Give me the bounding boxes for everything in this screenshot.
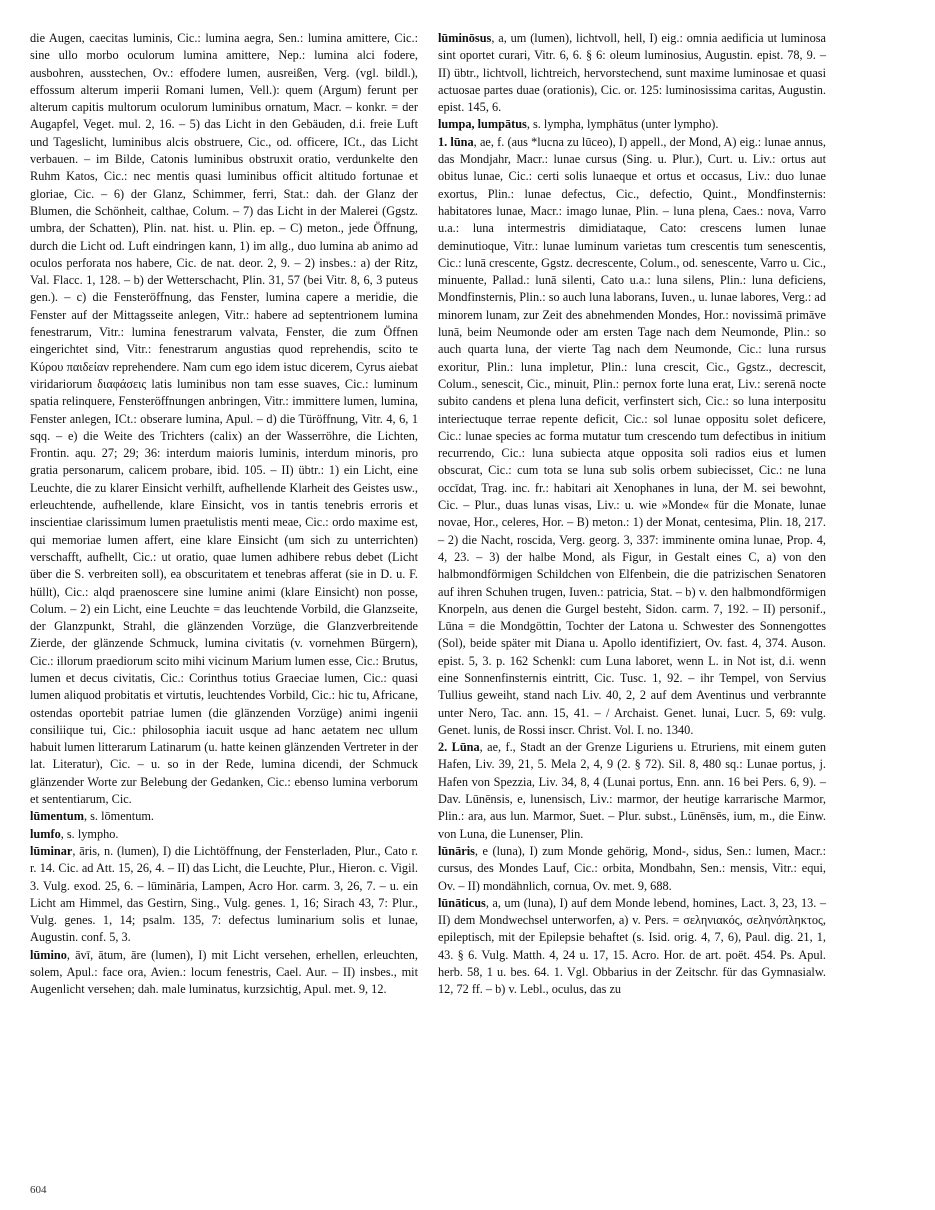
dictionary-page bbox=[30, 30, 910, 1196]
right-column bbox=[438, 30, 826, 999]
entry-lumen-continuation: die Augen, caecitas luminis, Cic.: lumina aegra, Sen.: lumina amittere, Cic.: sine ullo morbo oculorum lumina amittere, Nep.: lumina alci fodere, ausbohren, ausstechen, Ov.: effodere lumen, ausreißen, Verg. (vgl. bildl.), effossum alterum imperii Romani lumen, Vell.): quem (Argum) ferunt per alterum capitis multorum oculorum luminibus ornatum, Macr. – konkr. = der Augapfel, Veget. mul. 2, 16. – 5) das Licht in den Gebäuden, d.i. freie Luft und Tageslicht, luminibus alcis obstruere, Cic., od. officere, ICt., das Licht verbauen. – im Bilde, Catonis luminibus obstruxit oratio, verdunkelte den Ruhm Katos, Cic.: nec mentis quasi luminibus officit altitudo fortunae et gloriae, Cic. – 6) der Glanz, Schimmer, ferri, Stat.: dah. der Glanz der Blumen, die Schönheit, calthae, Colum. – 7) das Licht in der Malerei (Ggstz. umbra, der Schatten), Plin. nat. hist. u. Plin. ep. – C) meton., jede Öffnung, durch die Licht od. Luft eindringen kann, 1) im allg., duo lumina ab animo ad oculos perforata nos habere, Cic. de nat. deor. 2, 9. – 2) insbes.: a) der Ritz, Val. Flacc. 1, 128. – b) der Wetterschacht, Plin. 31, 57 (bei Vitr. 8, 6, 3 puteus gen.). – c) die Fensteröffnung, das Fenster, lumina capere a meridie, die Fenster auf der Mittagsseite anlegen, Vitr.: habere ad septentrionem lumina fenestrarum, Vitr.: lumina fenestrarum valvata, Fenster, die zum Öffnen eingerichtet sind, Vitr.: fenestrarum angustias quod reprehendis, scito te Κύρου παιδείαν reprehendere. Nam cum ego idem istuc dicerem, Cyrus aiebat viridariorum διαφάσεις latis luminibus non tam esse suaves, Cic.: luminum spatia relinquere, Fensteröffnungen anbringen, Vitr.: immittere lumen, lumina, Fenster anlegen, ICt.: obserare lumina, Apul. – d) die Türöffnung, Vitr. 4, 6, 1 sqq. – e) die Weite des Trichters (calix) an der Wasserröhre, die Lichten, Frontin. aqu. 27; 29; 36: interdum maioris luminis, interdum minoris, pro gratia personarum, calicem probare, ibid. 105. – II) übtr.: 1) ein Licht, eine Leuchte, die zu klarer Einsicht verhilft, aufhellende Klarheit des Geistes usw., erleuchtende, aufhellende, klare Einsicht, vos in tantis tenebris erroris et inscientiae clarissimum lumen praetulistis menti meae, Cic.: ordo maxime est, qui memoriae lumen affert, eine klare Einsicht (um sich zu unterrichten) verschafft, aufhellt, Cic.: ut oratio, quae lumen adhibere rebus debet (Licht über die S. verbreiten soll), ea obscuritatem et tenebras afferat (sie in D. u. F. hüllt), Cic.: alqd praenoscere sine lumine animi (klare Einsicht) non posse, Colum. – 2) ein Licht, eine Leuchte = das leuchtende Vorbild, die Glanzseite, der Glanzpunkt, Strahl, die glänzenden Vorzüge, die Glanzverbreitende Zierde, der glänzende Schmuck, lumina civitatis (v. vornehmen Bürgern), Cic.: illorum praediorum scito mihi vicinum Marium lumen esse, Cic.: Brutus, lumen et decus civitatis, Cic.: Corinthus totius Graeciae lumen, Cic.: quasi lumen aliquod probitatis et virtutis, leuchtendes Vorbild, Cic.: hic tu, Africane, ostendas oportebit patriae lumen (die glänzenden Vorzüge) animi ingenii consiliique tui, Cic.: philosophia iacuit usque ad hanc aetatem nec ullum habuit lumen litterarum Latinarum (u. hatte keinen glänzenden Vertreter in der lat. Literatur), Cic. – u. so in der Rede, lumina dicendi, der Schmuck glänzender Worte zur Belebung der Gedanken, Cic.: ebenso lumina verborum et sententiarum, Cic. bbox=[30, 31, 418, 807]
entry-lumino: lūmino, āvī, ātum, āre (lumen), I) mit Licht versehen, erhellen, erleuchten, solem, Apul.: face ora, Avien.: locum fenestris, Cael. Aur. – II) insbes., mit Augenlicht versehen; dah. male luminatus, kurzsichtig, Apul. met. 9, 12. bbox=[30, 947, 418, 997]
entry-lunaris: lūnāris, e (luna), I) zum Monde gehörig, Mond-, sidus, Sen.: lumen, Macr.: cursus, des Mondes Lauf, Cic.: orbita, Mondbahn, Sen.: mensis, Vitr.: equi, Ov. – II) mondähnlich, cornua, Ov. met. 9, 688. bbox=[438, 843, 826, 893]
entry-lumpa: lumpa, lumpātus, s. lympha, lymphātus (unter lympho). bbox=[438, 117, 719, 132]
entry-luminar: lūminar, āris, n. (lumen), I) die Lichtöffnung, der Fensterladen, Plur., Cato r. r. 14. Cic. ad Att. 15, 26, 4. – II) das Licht, die Leuchte, Plur., Hieron. c. Vigil. 3. Vulg. exod. 25, 6. – lūmināria, Lampen, Acro Hor. carm. 3, 26, 7. – u. ein Licht am Himmel, das Gestirn, Sing., Vulg. genes. 1, 16; Sirach 43, 7: Plur., Vulg. genes. 1, 14; psalm. 135, 7: defectus luminarium solis et lunae, Augustin. conf. 5, 3. bbox=[30, 843, 418, 945]
entry-luna-1: 1. lūna, ae, f. (aus *lucna zu lūceo), I) appell., der Mond, A) eig.: lunae annus, das Mondjahr, Macr.: lunae cursus (Sing. u. Plur.), Curt. u. Liv.: ortus aut obitus lunae, Cic.: certi solis lunaeque et ortus et occasus, Liv.: duo lunae exortus, Plin.: lunae defectus, Cic., defectio, Quint., Mondfinsternis: habitatores lunae, Macr.: imago lunae, Plin. – luna plena, Caes.: nova, Varro u.a.: luna intermestris dimidiataque, Cato: crescens lumen lunae deminutioque, Vitr.: lunae luminum varietas tum crescentis tum senescentis, Cic.: lunā crescente, Ggstz. decrescente, Colum., od. senescente, Varro u. Cic., minuente, Pallad.: lunā silenti, Cato u.a.: luna silens, Plin.: luna deficiens, Mondfinsternis, Plin.: so auch luna laborans, Iuven., u. lunae labores, Verg.: ad minorem lunam, zur Zeit des abnehmenden Mondes, Hor.: novissimā primāve lunā, beim Neumonde oder am ersten Tage nach dem Neumonde, Plin.: so auch quarta luna, der vierte Tag nach dem Neumonde, Cic.: luna rursus exoritur, Plin.: luna impletur, Plin.: luna crescit, Cic., Ggstz., decrescit, Colum., senescit, Cic., minuit, Plin.: pernox forte luna erat, Liv.: serenā nocte subito candens et plena luna deficit, verfinstert sich, Cic.: so luna interpositu interiectuque terrae repente deficit, Cic.: sol lunae oppositu solet deficere, Cic.: lunae species ac forma mutatur tum crescendo tum defectibus in initium recurrendo, Cic.: luna subiecta atque opposita soli radios eius et lumen obscurat, Cic.: cum tota se luna sub solis orbem subiecisset, Cic.: ne luna occīdat, Trag. inc. fr.: habitari ait Xenophanes in luna, der M. sei bewohnt, Cic. – Plur., duas lunas visas, Liv.: u. wie »Monde« für die Monate, lunae novae, Hor., celeres, Hor. – B) meton.: 1) der Monat, centesima, Plin. 18, 217. – 2) die Nacht, roscida, Verg. georg. 3, 337: imminente omina lunae, Prop. 4, 4, 23. – 3) der halbe Mond, als Figur, in Gestalt eines C, a) von den halbmondförmigen Schildchen von Elfenbein, die die patrizischen Senatoren auf ihren Schuhen trugen, Iuven.: patricia, Stat. – b) v. den halbmondförmigen Knorpeln, aus denen die Gurgel besteht, Sidon. carm. 7, 192. – II) personif., Lūna = die Mondgöttin, Tochter der Latona u. Schwester des Sonnengottes (Sol), beide später mit Diana u. Apollo identifiziert, Ov. fast. 4, 374. Auson. epist. 5, 3. p. 162 Schenkl: cum Luna laboret, wenn L. in Not ist, d.i. wenn eine Sonnenfinsternis eintritt, Cic. Tusc. 1, 92. – ihr Tempel, von Servius Tullius geweiht, stand nach Liv. 40, 2, 2 auf dem Aventinus und verbrannte unter Nero, Tac. ann. 15, 41. – / Archaist. Genet. lunai, Lucr. 5, 69: vulg. Genet. lunis, de Rossi inscr. Christ. Vol. I. no. 1340. bbox=[438, 134, 827, 737]
entry-lumfo: lumfo, s. lympho. bbox=[30, 826, 119, 841]
left-column bbox=[30, 30, 418, 999]
entry-lumentum: lūmentum, s. lōmentum. bbox=[30, 809, 155, 824]
entry-luna-2: 2. Lūna, ae, f., Stadt an der Grenze Liguriens u. Etruriens, mit einem guten Hafen, Liv. 39, 21, 5. Mela 2, 4, 9 (2. § 72). Sil. 8, 480 sq.: Lunae portus, j. Hafen von Spezzia, Liv. 34, 8, 4 (Lunai portus, Enn. ann. 16 bei Pers. 6, 9). – Dav. Lūnēnsis, e, lunensisch, Liv.: marmor, der heutige karrarische Marmor, Plin.: ara, aus lun. Marmor, Suet. – Plur. subst., Lūnēnsēs, ium, m., die Einw. von Luna, die Lunenser, Plin. bbox=[438, 740, 827, 841]
page-number: 604 bbox=[30, 1184, 47, 1196]
entry-lunaticus: lūnāticus, a, um (luna), I) auf dem Monde lebend, homines, Lact. 3, 23, 13. – II) dem Mondwechsel unterworfen, a) v. Pers. = σεληνιακός, σεληνόπληκτος, epileptisch, mit der Epilepsie behaftet (s. Isid. orig. 4, 7, 6), Paul. dig. 21, 1, 43. § 6. Vulg. Matth. 4, 24 u. 17, 15. Acro. Hor. de art. poët. 454. Ps. Apul. herb. 58, 1 u. bes. 64. 1. Vgl. Obbarius in der Zeitschr. für das Gymnasialw. 12, 72 ff. – b) v. Lebl., oculus, das zu bbox=[438, 895, 826, 997]
entry-luminosus: lūminōsus, a, um (lumen), lichtvoll, hell, I) eig.: omnia aedificia ut luminosa sint oportet curari, Vitr. 6, 6. § 6: oleum luminosius, Augustin. epist. 78, 9. – II) übtr., lichtvoll, lichtreich, hervorstechend, sunt maxime luminosae et quasi actuosae partes duae (orationis), Cic. or. 125: luminosissima caritas, Augustin. epist. 145, 6. bbox=[438, 31, 826, 115]
